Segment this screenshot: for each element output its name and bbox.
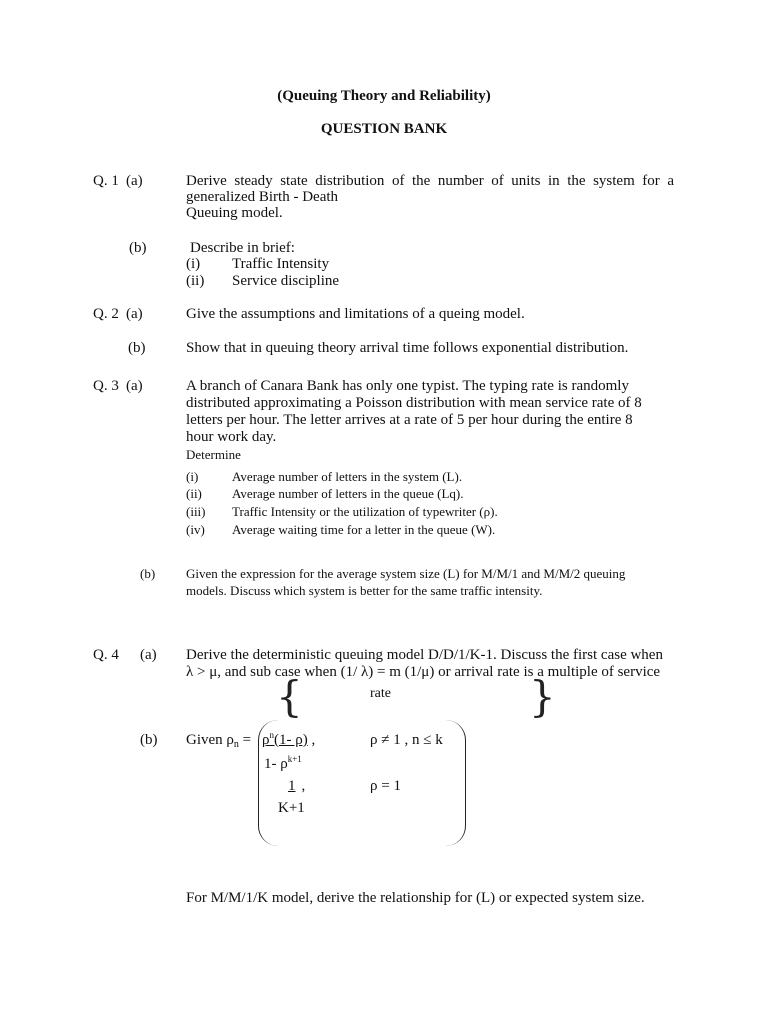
- q2b-label: (b): [128, 340, 146, 356]
- case1-denominator: 1- $\rho^{k+1}$: [264, 754, 302, 772]
- q4b-given: Given $\rho_n$ =: [186, 732, 252, 750]
- q1b-intro: Describe in brief:: [190, 240, 295, 256]
- case1-condition: ρ ≠ 1 , n ≤ k: [370, 732, 443, 748]
- q1b-item-1-text: Traffic Intensity: [232, 256, 330, 272]
- q4-label: Q. 4: [93, 647, 119, 663]
- q1b-item-2-text: Service discipline: [232, 273, 340, 289]
- q3b-line-1: Given the expression for the average system size (L) for M/M/1 and M/M/2 queuing: [186, 566, 626, 581]
- case2-condition: ρ = 1: [370, 778, 401, 794]
- q2a-label: (a): [126, 306, 143, 322]
- document-title: QUESTION BANK: [320, 121, 448, 137]
- q3a-item-1-num: (i): [186, 469, 199, 484]
- q3b-line-2: models. Discuss which system is better for the same traffic intensity.: [186, 583, 543, 598]
- case2-denominator: K+1: [278, 800, 305, 816]
- q3a-item-2-text: Average number of letters in the queue (Lq).: [232, 486, 464, 501]
- q1b-item-2-num: (ii): [186, 273, 205, 289]
- q3a-line-1: A branch of Canara Bank has only one typist. The typing rate is randomly: [186, 378, 629, 394]
- q3a-item-4-text: Average waiting time for a letter in the queue (W).: [232, 522, 496, 537]
- q2-label: Q. 2: [93, 306, 119, 322]
- q3a-label: (a): [126, 378, 143, 394]
- q3a-item-4-num: (iv): [186, 522, 205, 537]
- q1a-line-3: Queuing model.: [186, 205, 283, 221]
- case2-numerator: 1 ,: [288, 778, 306, 794]
- q4a-line-1: Derive the deterministic queuing model D/D/1/K-1. Discuss the first case when: [186, 647, 663, 663]
- q3a-line-3: letters per hour. The letter arrives at a rate of 5 per hour during the entire 8: [186, 412, 633, 428]
- document-subtitle: (Queuing Theory and Reliability): [277, 88, 491, 104]
- q3a-item-1-text: Average number of letters in the system (L).: [232, 469, 463, 484]
- q1a-label: (a): [126, 173, 143, 189]
- q4b-task: For M/M/1/K model, derive the relationship for (L) or expected system size.: [186, 890, 645, 906]
- case1-numerator: $\rho^n(1-$ ρ) ,: [262, 730, 316, 748]
- right-brace: }: [529, 672, 556, 721]
- q3-label: Q. 3: [93, 378, 119, 394]
- q4a-line-2: λ > μ, and sub case when (1/ λ) = m (1/μ) or arrival rate is a multiple of service: [186, 664, 661, 680]
- q3a-item-3-num: (iii): [186, 504, 206, 519]
- q4a-label: (a): [140, 647, 157, 663]
- q1-label: Q. 1: [93, 173, 119, 189]
- q3b-label: (b): [140, 566, 156, 581]
- q4a-rate: rate: [370, 686, 391, 701]
- q3a-line-2: distributed approximating a Poisson distribution with mean service rate of 8: [186, 395, 642, 411]
- q1b-item-1-num: (i): [186, 256, 201, 272]
- q3a-determine: Determine: [186, 447, 241, 462]
- q1a-line-1: Derive steady state distribution of the number of units in the system for a: [186, 173, 674, 189]
- q1a-line-2: generalized Birth - Death: [186, 189, 339, 205]
- q1b-label: (b): [129, 240, 147, 256]
- q3a-line-4: hour work day.: [186, 429, 277, 445]
- q3a-item-3-text: Traffic Intensity or the utilization of typewriter (ρ).: [232, 504, 498, 519]
- q2a-text: Give the assumptions and limitations of a queing model.: [186, 306, 525, 322]
- q3a-item-2-num: (ii): [186, 486, 202, 501]
- q4b-label: (b): [140, 732, 158, 748]
- left-brace: {: [276, 672, 303, 721]
- q2b-text: Show that in queuing theory arrival time follows exponential distribution.: [186, 340, 629, 356]
